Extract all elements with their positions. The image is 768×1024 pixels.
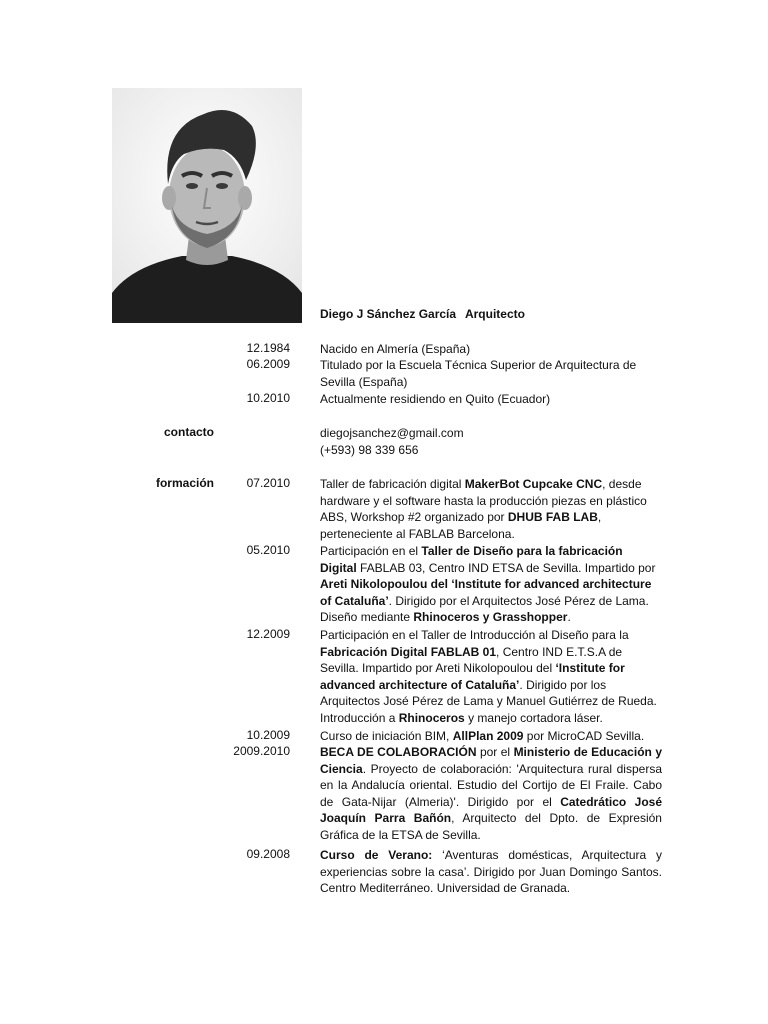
birth-place: Nacido en Almería (España): [320, 342, 471, 356]
contact-block: [320, 425, 662, 458]
bold-text: MakerBot Cupcake CNC: [464, 477, 603, 491]
bold-text: DHUB FAB LAB: [507, 510, 598, 524]
bold-text: AllPlan 2009: [452, 729, 524, 743]
education-entry: Curso de Verano: ‘Aventuras domésticas, Arquitectura y experiencias sobre la casa’. Dirigido por Juan Domingo Santos. Centro Mediterráneo. Universidad de Granada.: [320, 848, 662, 895]
birth-date: 12.1984: [246, 341, 290, 355]
residence-date: 10.2010: [246, 391, 290, 405]
bold-text: Rhinoceros: [398, 710, 465, 725]
education-date: 09.2008: [246, 847, 290, 861]
education-label: formación: [155, 476, 214, 490]
education-date: 05.2010: [246, 543, 290, 557]
profession-title: Arquitecto: [464, 307, 525, 321]
bold-text: Catedrático José Joaquín Parra Bañón: [320, 794, 662, 825]
profile-photo: [112, 88, 302, 323]
bold-text: Ministerio de Educación y Ciencia: [320, 745, 662, 776]
portrait-image: [112, 88, 302, 323]
phone-number: (+593) 98 339 656: [320, 442, 419, 457]
bold-text: Taller de Diseño para la fabricación Digital: [320, 544, 623, 575]
education-date: 07.2010: [246, 476, 290, 490]
bold-text: Curso de Verano:: [320, 848, 433, 862]
full-name: Diego J Sánchez García: [320, 307, 457, 321]
education-entry: Participación en el Taller de Introducción al Diseño para la Fabricación Digital FABLAB 01, Centro IND E.T.S.A de Sevilla. Impartido por Areti Nikolopoulou del ‘Institute for advanced architecture of Cataluña’. Dirigido por los Arquitectos José Pérez de Lama y Manuel Gutiérrez de Rueda. Introducción a Rhinoceros y manejo cortadora láser.: [320, 628, 657, 725]
bold-text: BECA DE COLABORACIÓN: [320, 745, 477, 759]
education-entry: Taller de fabricación digital MakerBot Cupcake CNC, desde hardware y el software hasta la producción piezas en plástico ABS, Workshop #2 organizado por DHUB FAB LAB, perteneciente al FABLAB Barcelona.: [320, 477, 647, 541]
residence-text: Actualmente residiendo en Quito (Ecuador): [320, 392, 551, 406]
education-entry: Participación en el Taller de Diseño para la fabricación Digital FABLAB 03, Centro IND ETSA de Sevilla. Impartido por Areti Nikolopoulou del ‘Institute for advanced architecture of Cataluña’. Dirigido por el Arquitectos José Pérez de Lama. Diseño mediante Rhinoceros y Grasshopper.: [320, 544, 656, 624]
header-name-title: [320, 307, 525, 321]
education-date: 2009.2010: [233, 744, 290, 758]
education-date: 10.2009: [246, 728, 290, 742]
education-entry: Curso de iniciación BIM, AllPlan 2009 por MicroCAD Sevilla.: [320, 729, 645, 743]
education-date: 12.2009: [246, 627, 290, 641]
email-link[interactable]: diegojsanchez@gmail.com: [320, 426, 464, 440]
bold-text: Areti Nikolopoulou del ‘Institute for advanced architecture of Cataluña’: [320, 577, 652, 608]
bold-text: Rhinoceros y Grasshopper: [413, 610, 568, 624]
bold-text: Fabricación Digital FABLAB 01: [320, 644, 497, 659]
graduation-date: 06.2009: [246, 357, 290, 371]
education-entry: BECA DE COLABORACIÓN por el Ministerio de Educación y Ciencia. Proyecto de colaboración: 'Arquitectura rural dispersa en la Andalucía oriental. Estudio del Cortijo de El Fraile. Cabo de Gata-Nijar (Almeria)'. Dirigido por el Catedrático José Joaquín Parra Bañón, Arquitecto del Dpto. de Expresión Gráfica de la ETSA de Sevilla.: [320, 745, 662, 842]
bold-text: ‘Institute for advanced architecture of Cataluña’: [320, 661, 625, 692]
contact-label: contacto: [163, 425, 214, 439]
graduation-text: Titulado por la Escuela Técnica Superior de Arquitectura de Sevilla (España): [320, 358, 637, 389]
